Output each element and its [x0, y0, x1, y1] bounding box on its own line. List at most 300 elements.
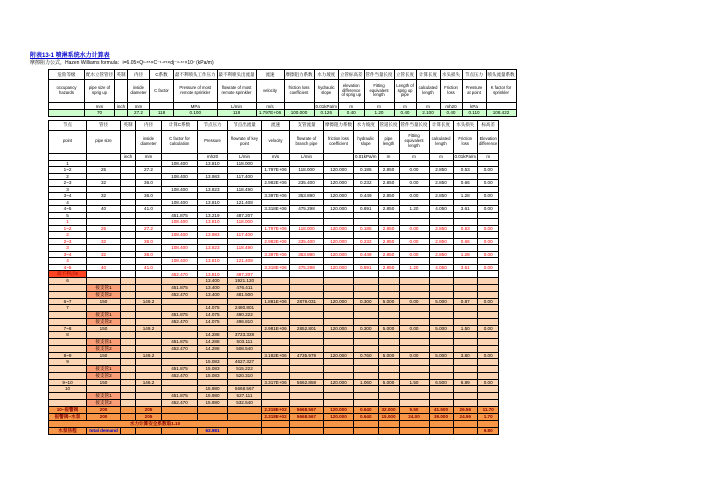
cell: 5 — [49, 212, 87, 219]
cell: 496.810 — [228, 318, 262, 325]
cell — [354, 399, 379, 406]
cell: 120.000 — [324, 167, 354, 174]
value-cell: 100.000 — [284, 110, 314, 117]
cell — [136, 271, 162, 278]
cell — [136, 311, 162, 318]
cell: 4 — [49, 199, 87, 206]
cell — [49, 372, 87, 379]
header-cn-cell: 水力坡度 — [314, 70, 339, 80]
cell: 0.00 — [399, 167, 429, 174]
header-en-cell-row — [49, 80, 517, 103]
cell: 3.80 — [453, 352, 478, 359]
cell: 9 — [49, 359, 87, 366]
cell: 205 — [136, 413, 162, 420]
cell: 0.00 — [399, 251, 429, 258]
cell — [136, 399, 162, 406]
cell: 15.000 — [378, 413, 399, 420]
cell: 0.66 — [453, 180, 478, 187]
table-row — [49, 271, 499, 278]
header-cn-cell: 喷头流量系数 — [486, 70, 516, 80]
riser-calc-table — [48, 69, 517, 117]
cell: 3.61 — [453, 206, 478, 213]
unit-cell: inch — [115, 103, 128, 110]
cell — [453, 311, 478, 318]
cell: 8~9 — [49, 352, 87, 359]
value-cell: 118 — [150, 110, 174, 117]
cell — [354, 311, 379, 318]
cell: 2480.801 — [228, 305, 262, 312]
value-cell — [49, 110, 85, 117]
cell — [378, 427, 399, 434]
cell: 0.185 — [354, 167, 379, 174]
cell: 205 — [136, 406, 162, 413]
cell: 118.000 — [228, 160, 262, 167]
cell: 15.980 — [198, 392, 228, 399]
cell: 2879.031 — [290, 298, 324, 305]
cell: 41.0 — [136, 206, 162, 213]
cell: 476.411 — [228, 284, 262, 291]
header-en-cell: calculated length — [429, 130, 453, 153]
cell: 2.318E+02 — [262, 406, 290, 413]
cell: 9~10 — [49, 379, 87, 386]
cell: 2 — [49, 232, 87, 239]
cell: 0.00 — [478, 167, 499, 174]
cell — [121, 427, 136, 434]
cell — [478, 284, 499, 291]
cell: 4.050 — [429, 206, 453, 213]
cell: 118.490 — [228, 186, 262, 193]
cell: 4735.979 — [290, 352, 324, 359]
cell — [399, 392, 429, 399]
cell: 63.981 — [198, 427, 228, 434]
table-row — [49, 406, 499, 413]
cell: 8 — [49, 332, 87, 339]
cell: 1.797E+06 — [262, 225, 290, 232]
cell: 121.408 — [228, 199, 262, 206]
cell: 36.0 — [136, 180, 162, 187]
cell: 149.2 — [136, 352, 162, 359]
cell: 520.310 — [228, 372, 262, 379]
cell — [324, 345, 354, 352]
cell — [290, 427, 324, 434]
cell: 120.000 — [324, 225, 354, 232]
cell: 4~5 — [49, 264, 87, 271]
cell: 451.875 — [162, 365, 198, 372]
cell — [290, 271, 324, 278]
cell: 0.891 — [354, 206, 379, 213]
cell — [354, 271, 379, 278]
cell — [429, 291, 453, 298]
cell: 15.083 — [198, 365, 228, 372]
cell: 14.075 — [198, 318, 228, 325]
cell — [262, 399, 290, 406]
unit-cell: mh20 — [440, 103, 462, 110]
cell — [228, 413, 262, 420]
cell — [162, 427, 198, 434]
value-cell: 118 — [217, 110, 256, 117]
cell — [262, 365, 290, 372]
cell: 2.981E+06 — [262, 325, 290, 332]
cell — [478, 345, 499, 352]
cell: 4 — [49, 258, 87, 265]
cell — [49, 284, 87, 291]
header-cn-cell: 管件当量长度 — [399, 120, 429, 130]
cell — [49, 291, 87, 298]
header-cn-cell: 管径 — [87, 120, 121, 130]
cell — [354, 338, 379, 345]
unit-cell: m — [399, 153, 429, 160]
cell: 0.00 — [478, 180, 499, 187]
cell: 1.50 — [453, 325, 478, 332]
cell — [121, 399, 136, 406]
cell: 108.400 — [162, 245, 198, 252]
cell — [453, 291, 478, 298]
cell: 14.075 — [198, 305, 228, 312]
header-cn-cell: 摩擦阻力系数 — [324, 120, 354, 130]
cell — [121, 406, 136, 413]
cell — [429, 311, 453, 318]
cell — [324, 392, 354, 399]
cell — [121, 311, 136, 318]
cell: 26.56 — [453, 406, 478, 413]
header-cn-cell: 管件当量长度 — [364, 70, 394, 80]
header-cn-cell: 计算长度 — [416, 70, 440, 80]
cell: 0.185 — [354, 225, 379, 232]
cell — [290, 372, 324, 379]
cell: 108.400 — [162, 232, 198, 239]
cell — [262, 291, 290, 298]
value-cell: 0.40 — [394, 110, 416, 117]
value-cell: 0.100 — [174, 110, 218, 117]
cell — [354, 392, 379, 399]
cell — [453, 338, 478, 345]
cell: 0.00 — [399, 352, 429, 359]
cell: 503.111 — [228, 338, 262, 345]
cell: 2~3 — [49, 180, 87, 187]
header-en-cell: flowrate of branch pipe — [290, 130, 324, 153]
cell: 2.982E+06 — [262, 180, 290, 187]
unit-cell — [284, 103, 314, 110]
cell — [378, 345, 399, 352]
cell: 353.890 — [290, 193, 324, 200]
cell — [262, 345, 290, 352]
header-cn-cell: 流速 — [256, 70, 284, 80]
cell: 487.207 — [228, 212, 262, 219]
cell — [378, 365, 399, 372]
cell: 0.00 — [478, 251, 499, 258]
unit-cell: L/min — [228, 153, 262, 160]
cell: 2.850 — [378, 206, 399, 213]
cell: 接支管1 — [87, 392, 121, 399]
header-en-cell: friction loss coefficient — [284, 80, 314, 103]
cell — [378, 399, 399, 406]
header-cn-cell-row — [49, 70, 517, 80]
cell: 0.00 — [478, 298, 499, 305]
cell: 32.000 — [378, 406, 399, 413]
cell: 1.28 — [453, 193, 478, 200]
cell: 15.980 — [198, 399, 228, 406]
cell: 451.875 — [162, 284, 198, 291]
cell: 451.875 — [162, 212, 198, 219]
cell: 2.850 — [429, 225, 453, 232]
cell: 1~2 — [49, 167, 87, 174]
cell: 121.408 — [228, 258, 262, 265]
cell: 0.891 — [354, 264, 379, 271]
cell: 5.000 — [429, 352, 453, 359]
cell: 0.53 — [453, 167, 478, 174]
header-cn-cell: 水头损失 — [453, 120, 478, 130]
cell — [324, 271, 354, 278]
cell: 32 — [87, 238, 121, 245]
cell — [121, 372, 136, 379]
cell — [378, 338, 399, 345]
cell: 3 — [49, 186, 87, 193]
header-cn-cell: 内径 — [128, 70, 150, 80]
cell — [324, 365, 354, 372]
unit-cell: mm — [136, 153, 162, 160]
cell — [354, 291, 379, 298]
cell: 27.2 — [136, 167, 162, 174]
cell: 0.00 — [399, 193, 429, 200]
cell: 40 — [87, 264, 121, 271]
cell — [262, 372, 290, 379]
cell — [136, 392, 162, 399]
cell — [324, 372, 354, 379]
cell: 32 — [87, 251, 121, 258]
cell: 5668.567 — [228, 386, 262, 393]
cell — [478, 372, 499, 379]
unit-cell: m — [394, 103, 416, 110]
cell — [453, 345, 478, 352]
header-en-cell: velocity — [262, 130, 290, 153]
header-cn-cell: 水头损失 — [440, 70, 462, 80]
cell: 25 — [87, 225, 121, 232]
cell: 15.083 — [198, 372, 228, 379]
value-cell: 70 — [85, 110, 115, 117]
cell: 0.00 — [478, 225, 499, 232]
cell: 5.000 — [429, 325, 453, 332]
header-cn-cell: 内径 — [136, 120, 162, 130]
cell: 0.00 — [478, 238, 499, 245]
cell — [262, 311, 290, 318]
header-cn-cell: 节点出流量 — [228, 120, 262, 130]
cell: 0.00 — [399, 325, 429, 332]
cell: 149.2 — [136, 298, 162, 305]
cell: 120.000 — [324, 238, 354, 245]
cell — [378, 318, 399, 325]
cell: 24.96 — [453, 413, 478, 420]
cell: 2.318E+02 — [262, 413, 290, 420]
cell: 150 — [87, 325, 121, 332]
unit-cell — [162, 153, 198, 160]
cell — [378, 271, 399, 278]
cell: 117.400 — [228, 173, 262, 180]
table-row — [49, 318, 499, 325]
cell — [162, 413, 198, 420]
cell: 149.2 — [136, 325, 162, 332]
cell: 2.850 — [429, 193, 453, 200]
cell: 36.0 — [136, 238, 162, 245]
header-cn-cell: 立管标高差 — [339, 70, 365, 80]
unit-cell: 0.01kPa/m — [355, 154, 377, 159]
header-cn-cell: 配水立管管径 — [85, 70, 115, 80]
cell — [290, 345, 324, 352]
cell — [121, 365, 136, 372]
cell — [399, 318, 429, 325]
unit-cell: mm — [85, 103, 115, 110]
cell — [478, 338, 499, 345]
cell: 15.980 — [198, 386, 228, 393]
cell: 0.00 — [399, 225, 429, 232]
header-en-cell: velocity — [256, 80, 284, 103]
cell — [378, 392, 399, 399]
cell — [429, 399, 453, 406]
header-en-cell: Pressure at point — [462, 80, 486, 103]
unit-cell-row — [49, 103, 517, 110]
header-en-cell: hydraulic slope — [354, 130, 379, 153]
header-en-cell: hydraulic slope — [314, 80, 339, 103]
cell: 0.00 — [478, 193, 499, 200]
cell — [453, 372, 478, 379]
cell: 1.50 — [399, 379, 429, 386]
table-row — [49, 345, 499, 352]
table-row — [49, 413, 499, 420]
cell — [378, 372, 399, 379]
cell: 1 — [49, 160, 87, 167]
table-row — [49, 427, 499, 434]
cell — [262, 427, 290, 434]
cell — [324, 284, 354, 291]
cell: 13.810 — [198, 199, 228, 206]
cell — [49, 338, 87, 345]
cell — [478, 392, 499, 399]
cell — [324, 311, 354, 318]
cell: 6 — [49, 278, 87, 285]
cell: 7 — [49, 305, 87, 312]
value-cell: 0.110 — [462, 110, 486, 117]
cell: 515.222 — [228, 365, 262, 372]
cell: 475.298 — [290, 206, 324, 213]
unit-cell: kPa — [462, 103, 486, 110]
hazen-williams-formula: 摩擦阻力公式，Hazen Williams formula：i=6.05×Q¹·⁸⁵×C⁻¹·⁸⁵×dj⁻⁴·⁸⁷×10⁷ (kPa/m) — [30, 60, 214, 66]
cell — [429, 420, 453, 427]
header-cn-cell: 水力坡度 — [354, 120, 379, 130]
cell: 2.850 — [378, 193, 399, 200]
cell: 118.000 — [290, 167, 324, 174]
cell: 3.61 — [453, 264, 478, 271]
cell — [429, 318, 453, 325]
cell: 接支管2 — [87, 345, 121, 352]
header-en-cell: K factor for sprinkler — [486, 80, 516, 103]
cell: 41.0 — [136, 264, 162, 271]
cell: 118.000 — [290, 225, 324, 232]
table-row — [49, 338, 499, 345]
cell — [429, 392, 453, 399]
cell — [399, 311, 429, 318]
cell — [453, 271, 478, 278]
cell — [324, 291, 354, 298]
cell: 报警阀~水泵 — [49, 413, 87, 420]
cell: 10~报警阀 — [49, 406, 87, 413]
cell: 452.470 — [162, 372, 198, 379]
cell: 32 — [87, 193, 121, 200]
cell: 0.00 — [478, 325, 499, 332]
cell: 2.982E+06 — [262, 238, 290, 245]
unit-cell: L/min — [217, 103, 256, 110]
cell: 108.400 — [162, 173, 198, 180]
cell: 5.000 — [378, 325, 399, 332]
cell: 11.70 — [478, 406, 499, 413]
cell: 2.850 — [378, 167, 399, 174]
cell: 0.760 — [354, 352, 379, 359]
cell: 3.318E+06 — [262, 206, 290, 213]
header-cn-cell: 节点压力 — [198, 120, 228, 130]
cell: 150 — [87, 352, 121, 359]
unit-cell: mh20 — [198, 153, 228, 160]
table-row — [49, 420, 499, 427]
cell: 490.222 — [228, 311, 262, 318]
cell: 2852.801 — [290, 325, 324, 332]
header-cn-cell: C系数 — [150, 70, 174, 80]
cell: 3.397E+06 — [262, 251, 290, 258]
header-cn-cell: 摩擦阻力系数 — [284, 70, 314, 80]
cell — [136, 372, 162, 379]
cell: 接支管2 — [87, 291, 121, 298]
header-en-cell: pipe length — [378, 130, 399, 153]
header-en-cell: Fitting equivalent length — [399, 130, 429, 153]
cell — [121, 413, 136, 420]
cell — [399, 291, 429, 298]
cell — [290, 338, 324, 345]
cell: 118.000 — [228, 219, 262, 226]
cell: 0.53 — [453, 225, 478, 232]
cell — [290, 318, 324, 325]
cell — [290, 284, 324, 291]
cell — [49, 399, 87, 406]
header-en-cell: occupancy hazards — [49, 80, 85, 103]
cell — [429, 284, 453, 291]
unit-cell — [486, 103, 516, 110]
cell: 120.000 — [324, 325, 354, 332]
cell: 39.000 — [429, 413, 453, 420]
cell — [121, 345, 136, 352]
cell — [429, 427, 453, 434]
unit-cell: m — [416, 103, 440, 110]
cell: total demand — [87, 427, 121, 434]
cell: 475.298 — [290, 264, 324, 271]
unit-cell — [150, 103, 174, 110]
unit-cell — [49, 103, 85, 110]
header-cn-cell: 危险等级 — [49, 70, 85, 80]
cell — [121, 392, 136, 399]
cell — [136, 365, 162, 372]
cell — [478, 311, 499, 318]
cell: 1~2 — [49, 225, 87, 232]
cell: 5662.859 — [290, 379, 324, 386]
header-en-cell: pipe size of sprig up — [85, 80, 115, 103]
cell: 508.540 — [228, 345, 262, 352]
cell — [354, 284, 379, 291]
cell — [378, 311, 399, 318]
cell: 120.000 — [324, 180, 354, 187]
cell — [399, 420, 429, 427]
cell: 40 — [87, 206, 121, 213]
cell: 13.823 — [198, 245, 228, 252]
unit-cell: 0.01kPa/m — [454, 154, 477, 159]
cell: 0.232 — [354, 238, 379, 245]
cell — [290, 291, 324, 298]
cell: 32 — [87, 180, 121, 187]
